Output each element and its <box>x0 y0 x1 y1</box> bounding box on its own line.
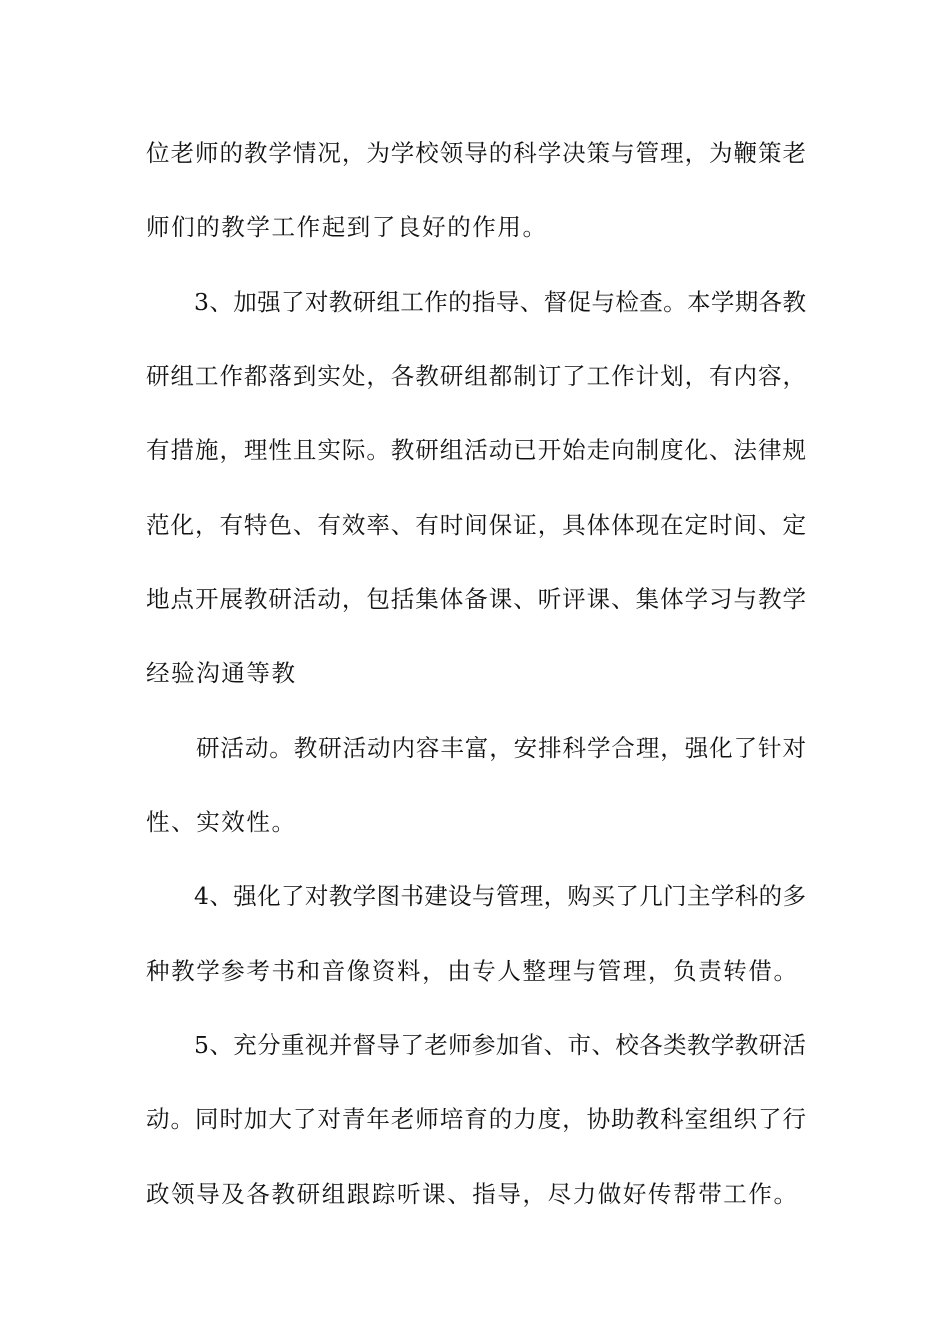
body-text-line: 政领导及各教研组跟踪听课、指导，尽力做好传帮带工作。 <box>146 1180 799 1208</box>
body-text-line: 经验沟通等教 <box>146 659 297 687</box>
body-text-line: 地点开展教研活动，包括集体备课、听评课、集体学习与教学 <box>146 585 806 613</box>
body-text-line: 位老师的教学情况，为学校领导的科学决策与管理，为鞭策老 <box>146 139 806 167</box>
body-text-line: 研活动。教研活动内容丰富，安排科学合理，强化了针对 <box>196 734 806 762</box>
body-text-line: 种教学参考书和音像资料，由专人整理与管理，负责转借。 <box>146 957 799 985</box>
body-text-line: 动。同时加大了对青年老师培育的力度，协助教科室组织了行 <box>146 1105 806 1133</box>
body-text-line: 师们的教学工作起到了良好的作用。 <box>146 213 548 241</box>
body-text-line: 3、加强了对教研组工作的指导、督促与检查。本学期各教 <box>194 288 806 316</box>
body-text-line: 性、实效性。 <box>146 808 297 836</box>
body-text-line: 有措施，理性且实际。教研组活动已开始走向制度化、法律规 <box>146 436 806 464</box>
body-text-line: 研组工作都落到实处，各教研组都制订了工作计划，有内容， <box>146 362 806 390</box>
body-text-line: 5、充分重视并督导了老师参加省、市、校各类教学教研活 <box>194 1031 806 1059</box>
body-text-line: 范化，有特色、有效率、有时间保证，具体体现在定时间、定 <box>146 511 806 539</box>
body-text-line: 4、强化了对教学图书建设与管理，购买了几门主学科的多 <box>194 882 806 910</box>
